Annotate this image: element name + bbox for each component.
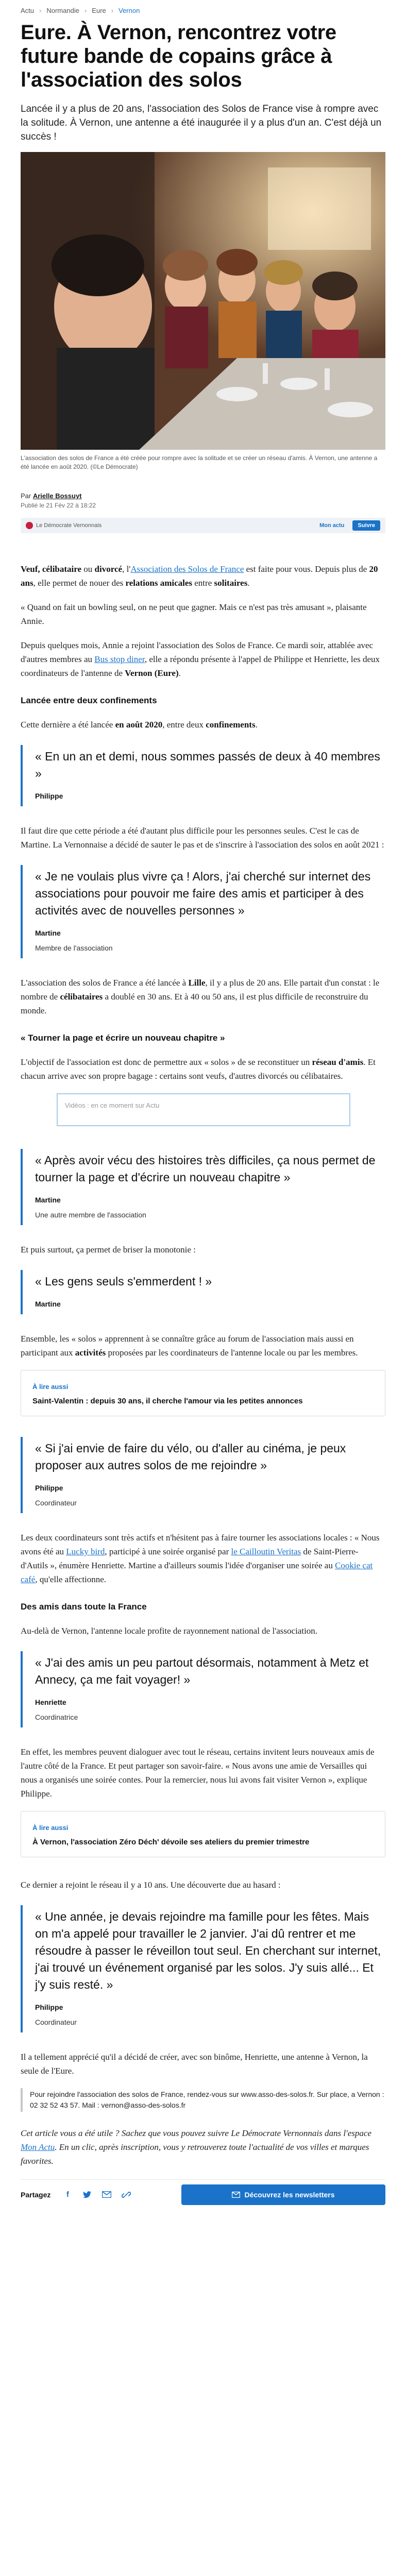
cookie-cat-link[interactable]: Cookie cat café [21, 1561, 373, 1584]
quote-author: Philippe [35, 1484, 63, 1492]
paragraph: Cette dernière a été lancée en août 2020, entre deux confinements. [21, 720, 258, 730]
article-body [21, 562, 385, 2168]
mon-actu-link[interactable]: Mon actu [319, 522, 345, 529]
photo-caption: L'association des solos de France a été créée pour rompre avec la solitude et se créer un réseau d'amis. À Vernon, une antenne a été lancée en août 2020. (©Le Démocrate) [21, 454, 378, 470]
byline-prefix: Par [21, 492, 31, 500]
newsletter-button[interactable] [181, 2184, 385, 2205]
asso-link[interactable]: Association des Solos de France [130, 564, 244, 574]
section-heading: « Tourner la page et écrire un nouveau chapitre » [21, 1033, 225, 1043]
article-lead: Lancée il y a plus de 20 ans, l'association des Solos de France vise à rompre avec la solitude. À Vernon, une antenne a été inaugurée il y a plus d'un an. C'est déjà un succès ! [21, 104, 382, 142]
quote-text: « Après avoir vécu des histoires très difficiles, ça nous permet de tourner la page et d'écrire un nouveau chapitre » [35, 1154, 376, 1184]
quote-role: Coordinatrice [35, 1713, 78, 1721]
paragraph: L'association des solos de France a été lancée à Lille, il y a plus de 20 ans. Elle partait d'un constat : le nombre de célibataires a doublé en 30 ans. Et à 40 ou 50 ans, il est plus difficile de reconstruire du monde. [21, 978, 380, 1015]
video-player-placeholder[interactable]: Vidéos : en ce moment sur Actu [57, 1093, 350, 1126]
breadcrumb-eure[interactable]: Eure [92, 6, 106, 14]
paragraph: Au-delà de Vernon, l'antenne locale profite de rayonnement national de l'association. [21, 1626, 318, 1636]
quote-author: Martine [35, 1300, 61, 1308]
pull-quote [21, 1651, 385, 1727]
pull-quote [21, 865, 385, 958]
quote-author: Philippe [35, 792, 63, 800]
twitter-icon[interactable] [81, 2189, 93, 2200]
info-box: Pour rejoindre l'association des solos de France, rendez-vous sur www.asso-des-solos.fr. Sur place, a Vernon : 02 32 52 43 57. Mail : vernon@asso-des-solos.fr [21, 2088, 385, 2112]
byline [21, 491, 385, 511]
paragraph: L'objectif de l'association est donc de permettre aux « solos » de se reconstituer un réseau d'amis. Et chacun arrive avec son propre bagage : certains sont veufs, d'autres divorcés ou célibataires. [21, 1057, 376, 1081]
share-bar [21, 2179, 385, 2205]
follow-button[interactable]: Suivre [352, 520, 380, 531]
quote-text: « Si j'ai envie de faire du vélo, ou d'aller au cinéma, je peux proposer aux autres solos de me rejoindre » [35, 1442, 346, 1472]
section-heading: Lancée entre deux confinements [21, 696, 157, 705]
quote-role: Coordinateur [35, 2018, 77, 2026]
source-name[interactable]: Le Démocrate Vernonnais [36, 522, 102, 529]
quote-text: « Une année, je devais rejoindre ma famille pour les fêtes. Mais on m'a appelé pour travailler le 2 janvier. J'ai dû rentrer et me résoudre à passer le réveillon tout seul. En cherchant sur internet, j'ai trouvé un événement organisé par les solos. J'y suis allé... Et j'y suis resté. » [35, 1910, 381, 1991]
article-photo [21, 152, 385, 450]
email-icon[interactable] [101, 2189, 112, 2200]
see-also-card[interactable] [21, 1811, 385, 1857]
pull-quote [21, 1149, 385, 1225]
paragraph: « Quand on fait un bowling seul, on ne peut que gagner. Mais ce n'est pas très amusant », plaisante Annie. [21, 602, 367, 626]
source-bar [21, 518, 385, 533]
quote-author: Philippe [35, 2003, 63, 2011]
see-also-title[interactable]: Saint-Valentin : depuis 30 ans, il cherche l'amour via les petites annonces [32, 1397, 303, 1405]
link-icon[interactable] [121, 2189, 132, 2200]
quote-author: Henriette [35, 1698, 66, 1706]
paragraph: Ensemble, les « solos » apprennent à se connaître grâce au forum de l'association mais aussi en participant aux activités proposées par les coordinateurs de l'antenne locale ou par les membres. [21, 1334, 358, 1358]
quote-text: « J'ai des amis un peu partout désormais, notamment à Metz et Annecy, ça me fait voyager! » [35, 1656, 369, 1686]
breadcrumb-actu[interactable]: Actu [21, 6, 35, 14]
author-link[interactable]: Arielle Bossuyt [32, 492, 82, 500]
outro-paragraph: Cet article vous a été utile ? Sachez que vous pouvez suivre Le Démocrate Vernonnais dans l'espace Mon Actu. En un clic, après inscription, vous y retrouverez toute l'actualité de vos villes et marques favorites. [21, 2128, 371, 2166]
facebook-icon[interactable]: f [66, 2190, 69, 2199]
quote-role: Coordinateur [35, 1499, 77, 1507]
see-also-label: À lire aussi [32, 1383, 69, 1391]
breadcrumb: Actu › Normandie › Eure › Vernon [21, 6, 140, 14]
mail-icon [232, 2192, 240, 2198]
paragraph: Veuf, célibataire ou divorcé, l'Association des Solos de France est faite pour vous. Depuis plus de 20 ans, elle permet de nouer des relations amicales entre solitaires. [21, 564, 378, 588]
paragraph: Les deux coordinateurs sont très actifs et n'hésitent pas à faire tourner les associations locales : « Nous avons été au Lucky bird, participé à une soirée organisé par le Cailloutin Veritas de Saint-Pierre-d'Autils », énumère Henriette. Martine a d'ailleurs soumis l'idée d'organiser une soirée au Cookie cat café, qu'elle affectionne. [21, 1533, 380, 1584]
quote-text: « En un an et demi, nous sommes passés de deux à 40 membres » [35, 750, 380, 780]
group-photo-illustration [21, 152, 385, 450]
see-also-title[interactable]: À Vernon, l'association Zéro Déch' dévoile ses ateliers du premier trimestre [32, 1838, 310, 1846]
paragraph: Il faut dire que cette période a été d'autant plus difficile pour les personnes seules. C'est le cas de Martine. La Vernonnaise a décidé de sauter le pas et de s'inscrire à l'association des solos en août 2021 : [21, 826, 384, 850]
pull-quote [21, 1437, 385, 1513]
breadcrumb-normandie[interactable]: Normandie [46, 6, 79, 14]
quote-role: Membre de l'association [35, 944, 113, 952]
quote-author: Martine [35, 1196, 61, 1204]
pull-quote [21, 1905, 385, 2032]
paragraph: Depuis quelques mois, Annie a rejoint l'association des Solos de France. Ce mardi soir, attablée avec d'autres membres au Bus stop diner, elle a répondu présente à l'appel de Philippe et Henriette, les deux coordinateurs de l'antenne de Vernon (Eure). [21, 640, 380, 678]
quote-author: Martine [35, 929, 61, 937]
quote-text: « Les gens seuls s'emmerdent ! » [35, 1275, 212, 1288]
see-also-card[interactable] [21, 1370, 385, 1416]
see-also-label: À lire aussi [32, 1824, 69, 1832]
publish-date: Publié le 21 Fév 22 à 18:22 [21, 502, 96, 509]
pull-quote [21, 1270, 385, 1314]
mon-actu-outro-link[interactable]: Mon Actu [21, 2142, 55, 2152]
share-label: Partagez [21, 2190, 51, 2199]
paragraph: Ce dernier a rejoint le réseau il y a 10 ans. Une découverte due au hasard : [21, 1880, 281, 1890]
pull-quote [21, 745, 385, 806]
paragraph: Il a tellement apprécié qu'il a décidé de créer, avec son binôme, Henriette, une antenne à Vernon, la seule de l'Eure. [21, 2052, 368, 2076]
bus-stop-diner-link[interactable]: Bus stop diner [94, 654, 145, 664]
article-title: Eure. À Vernon, rencontrez votre future bande de copains grâce à l'association des solos [21, 21, 336, 91]
newsletter-button-label: Découvrez les newsletters [244, 2190, 335, 2199]
quote-role: Une autre membre de l'association [35, 1211, 146, 1219]
source-logo-icon [26, 522, 33, 529]
cailloutin-link[interactable]: le Cailloutin Veritas [231, 1547, 301, 1556]
paragraph: En effet, les membres peuvent dialoguer avec tout le réseau, certains invitent leurs nouveaux amis de l'autre côté de la France. Et peut partager son savoir-faire. « Nous avons une amie de Versailles qui nous a organisés une soirée contes. Pour la remercier, nous lui avons fait visiter Vernon », explique Philippe. [21, 1747, 375, 1799]
quote-text: « Je ne voulais plus vivre ça ! Alors, j'ai cherché sur internet des associations pour pouvoir me faire des amis et participer à des activités avec de nouvelles personnes » [35, 870, 371, 917]
lucky-bird-link[interactable]: Lucky bird [66, 1547, 105, 1556]
breadcrumb-vernon[interactable]: Vernon [119, 6, 140, 14]
paragraph: Et puis surtout, ça permet de briser la monotonie : [21, 1245, 196, 1255]
section-heading: Des amis dans toute la France [21, 1602, 147, 1612]
